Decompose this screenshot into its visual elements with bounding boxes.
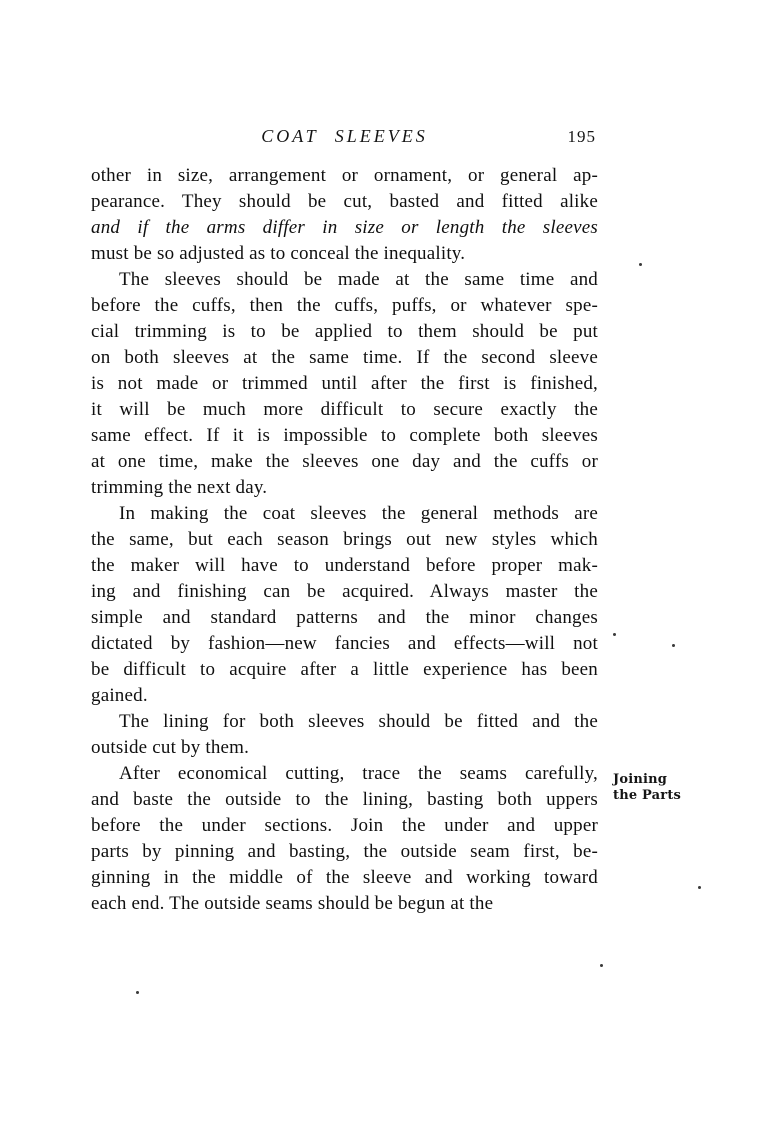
text-line: be difficult to acquire after a little experience has been (91, 659, 598, 680)
text-line: before the cuffs, then the cuffs, puffs, or whatever spe- (91, 295, 598, 316)
text-line: outside cut by them. (91, 737, 250, 758)
text-line: at one time, make the sleeves one day and the cuffs or (91, 451, 598, 472)
text-line: and if the arms differ in size or length the sleeves (91, 217, 598, 238)
text-line: each end. The outside seams should be begun at the (91, 893, 494, 914)
text-line: parts by pinning and basting, the outside seam first, be- (91, 841, 598, 862)
text-line: In making the coat sleeves the general methods are (119, 503, 598, 524)
margin-note (613, 772, 681, 804)
text-line: other in size, arrangement or ornament, or general ap- (91, 165, 598, 186)
paragraph (91, 267, 598, 501)
text-line: ing and finishing can be acquired. Always master the (91, 581, 598, 602)
paragraph (91, 709, 598, 761)
text-line: After economical cutting, trace the seams carefully, (119, 763, 598, 784)
text-line: same effect. If it is impossible to complete both sleeves (91, 425, 598, 446)
scan-speck (639, 263, 642, 266)
text-line: and baste the outside to the lining, basting both uppers (91, 789, 598, 810)
paragraph (91, 163, 598, 267)
text-line: pearance. They should be cut, basted and fitted alike (91, 191, 598, 212)
scan-speck (600, 964, 603, 967)
text-line: ginning in the middle of the sleeve and working toward (91, 867, 598, 888)
text-line: gained. (91, 685, 148, 706)
scan-speck (672, 644, 675, 647)
text-line: before the under sections. Join the under and upper (91, 815, 598, 836)
margin-note-line: the Parts (613, 788, 682, 803)
scan-speck (136, 991, 139, 994)
paragraph (91, 761, 598, 917)
text-line: must be so adjusted as to conceal the inequality. (91, 243, 466, 264)
text-line: The lining for both sleeves should be fitted and the (119, 711, 598, 732)
body-text (91, 163, 598, 917)
text-line: simple and standard patterns and the minor changes (91, 607, 598, 628)
text-line: cial trimming is to be applied to them should be put (91, 321, 598, 342)
text-line: trimming the next day. (91, 477, 268, 498)
scan-speck (698, 886, 701, 889)
text-line: dictated by fashion—new fancies and effects—will not (91, 633, 598, 654)
page-number: 195 (567, 127, 596, 146)
text-line: is not made or trimmed until after the first is finished, (91, 373, 598, 394)
text-line: the same, but each season brings out new styles which (91, 529, 598, 550)
text-line: The sleeves should be made at the same time and (119, 269, 598, 290)
text-line: it will be much more difficult to secure exactly the (91, 399, 598, 420)
scan-speck (613, 633, 616, 636)
running-header (91, 126, 598, 150)
paragraph (91, 501, 598, 709)
text-line: on both sleeves at the same time. If the second sleeve (91, 347, 598, 368)
running-header-title: COAT SLEEVES (261, 126, 428, 146)
text-line: the maker will have to understand before proper mak- (91, 555, 598, 576)
margin-note-line: Joining (613, 772, 668, 787)
